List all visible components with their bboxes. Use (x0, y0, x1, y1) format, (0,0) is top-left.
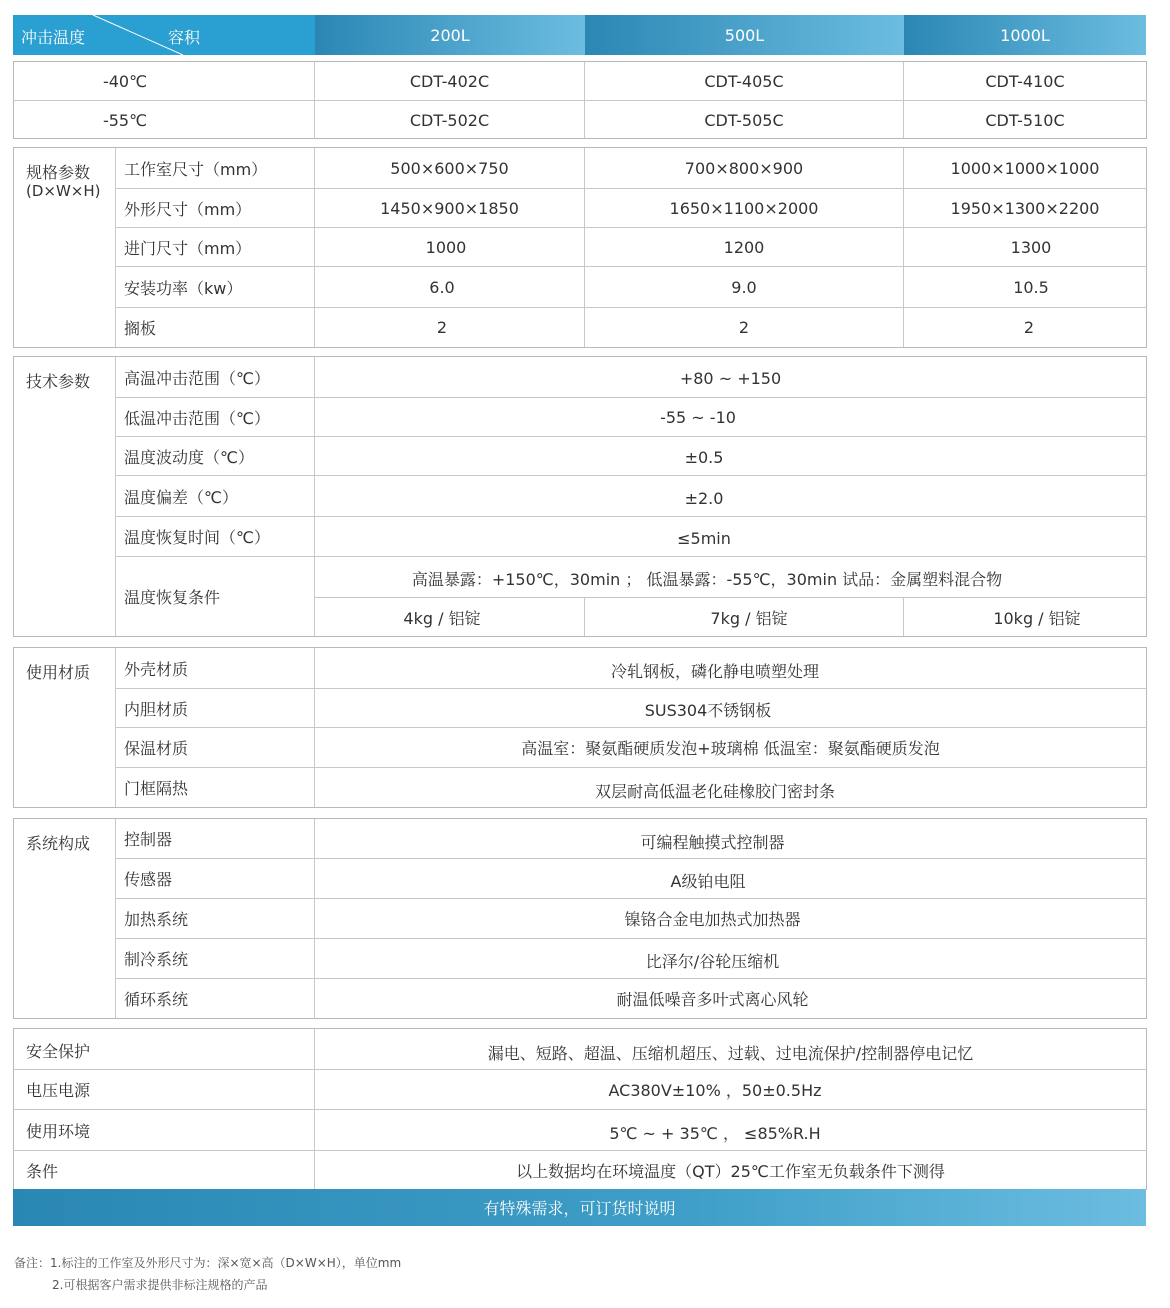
system-value: 可编程触摸式控制器 (640, 832, 785, 852)
spec-cell: 1950×1300×2200 (950, 198, 1100, 218)
material-group-label: 使用材质 (26, 663, 91, 682)
model-cell: CDT-505C (704, 110, 784, 130)
spec-cell: 1000 (425, 237, 467, 257)
spec-cell: 1200 (723, 237, 765, 257)
row-label: 外壳材质 (124, 659, 189, 679)
recovery-load: 4kg / 铝锭 (403, 608, 481, 628)
tech-value: ≤5min (677, 529, 731, 548)
model-cell: CDT-502C (409, 110, 490, 130)
header-col-200l: 200L (315, 15, 585, 55)
row-label: 门框隔热 (124, 779, 189, 798)
row-label: 温度恢复时间（℃） (124, 528, 270, 547)
row-label: 温度偏差（℃） (124, 487, 238, 507)
special-request-text: 有特殊需求，可订货时说明 (483, 1199, 676, 1218)
recovery-load: 10kg / 铝锭 (993, 608, 1081, 628)
row-label: 传感器 (124, 870, 173, 889)
spec-cell: 700×800×900 (684, 158, 804, 178)
model-cell: CDT-405C (704, 72, 784, 91)
row-label: 制冷系统 (124, 950, 189, 969)
spec-cell: 1450×900×1850 (380, 198, 519, 218)
row-label: 高温冲击范围（℃） (124, 369, 270, 388)
row-label: 循环系统 (124, 990, 189, 1009)
row-label: 搁板 (124, 319, 157, 338)
header-temp-label: 冲击温度 (21, 28, 86, 47)
tech-value: +80 ~ +150 (679, 369, 782, 388)
row-label: 工作室尺寸（mm） (124, 159, 268, 179)
spec-group-sublabel: (D×W×H) (26, 182, 101, 200)
row-label: 安全保护 (26, 1041, 91, 1061)
spec-cell: 10.5 (1013, 277, 1049, 297)
row-label: 温度波动度（℃） (124, 447, 254, 467)
model-temp: -40℃ (102, 72, 148, 91)
spec-cell: 2 (436, 318, 448, 337)
misc-value: 漏电、短路、超温、压缩机超压、过载、过电流保护/控制器停电记忆 (487, 1043, 974, 1063)
header-corner (13, 15, 315, 55)
tech-group-label: 技术参数 (26, 372, 91, 391)
misc-value: AC380V±10% ，50±0.5Hz (608, 1081, 822, 1100)
header-volume-label: 容积 (168, 28, 201, 47)
system-value: 耐温低噪音多叶式离心风轮 (616, 990, 809, 1009)
row-label: 条件 (26, 1162, 59, 1181)
spec-cell: 2 (1023, 318, 1035, 337)
row-label: 低温冲击范围（℃） (124, 408, 270, 428)
model-cell: CDT-402C (409, 72, 490, 91)
row-label: 温度恢复条件 (124, 588, 221, 607)
recovery-load: 7kg / 铝锭 (710, 608, 788, 628)
row-label: 进门尺寸（mm） (124, 238, 252, 258)
tech-value: ±2.0 (684, 488, 724, 508)
table-header (13, 15, 1146, 55)
row-label: 外形尺寸（mm） (124, 199, 252, 219)
special-request-bar (13, 1189, 1146, 1226)
misc-value: 以上数据均在环境温度（QT）25℃工作室无负载条件下测得 (516, 1162, 945, 1181)
tech-value: ±0.5 (684, 447, 724, 467)
spec-cell: 9.0 (731, 277, 757, 297)
spec-cell: 6.0 (429, 277, 455, 297)
recovery-conditions: 高温暴露：+150℃，30min ； 低温暴露：-55℃，30min 试品：金属塑料混合物 (411, 569, 1003, 589)
note-line-1: 备注：1.标注的工作室及外形尺寸为：深×宽×高（D×W×H），单位mm (14, 1256, 402, 1270)
model-cell: CDT-510C (985, 110, 1065, 130)
spec-cell: 1300 (1010, 237, 1052, 257)
spec-group-label: 规格参数 (26, 163, 91, 182)
row-label: 控制器 (124, 830, 173, 849)
header-col-1000l: 1000L (904, 15, 1146, 55)
row-label: 安装功率（kw） (124, 278, 243, 298)
row-label: 加热系统 (124, 910, 189, 929)
system-value: 比泽尔/谷轮压缩机 (645, 952, 780, 971)
spec-cell: 1650×1100×2000 (669, 198, 819, 218)
row-label: 使用环境 (26, 1121, 91, 1141)
model-cell: CDT-410C (985, 72, 1065, 91)
row-label: 电压电源 (26, 1081, 91, 1100)
note-line-2: 2.可根据客户需求提供非标注规格的产品 (52, 1278, 268, 1292)
spec-cell: 500×600×750 (390, 158, 509, 178)
system-value: A级铂电阻 (670, 872, 746, 891)
material-value: SUS304不锈钢板 (644, 700, 772, 720)
material-value: 冷轧钢板，磷化静电喷塑处理 (610, 661, 819, 681)
spec-cell: 2 (738, 318, 750, 337)
row-label: 内胆材质 (124, 699, 189, 719)
material-value: 高温室：聚氨酯硬质发泡+玻璃棉 低温室：聚氨酯硬质发泡 (521, 739, 940, 758)
system-value: 镍铬合金电加热式加热器 (624, 910, 801, 929)
spec-cell: 1000×1000×1000 (950, 158, 1100, 178)
row-label: 保温材质 (124, 739, 189, 758)
system-group-label: 系统构成 (26, 834, 91, 853)
tech-value: -55 ~ -10 (660, 407, 736, 427)
misc-value: 5℃ ~ + 35℃ ， ≤85%R.H (609, 1123, 821, 1143)
header-col-500l: 500L (585, 15, 904, 55)
model-temp: -55℃ (102, 110, 148, 130)
material-value: 双层耐高低温老化硅橡胶门密封条 (594, 781, 835, 801)
